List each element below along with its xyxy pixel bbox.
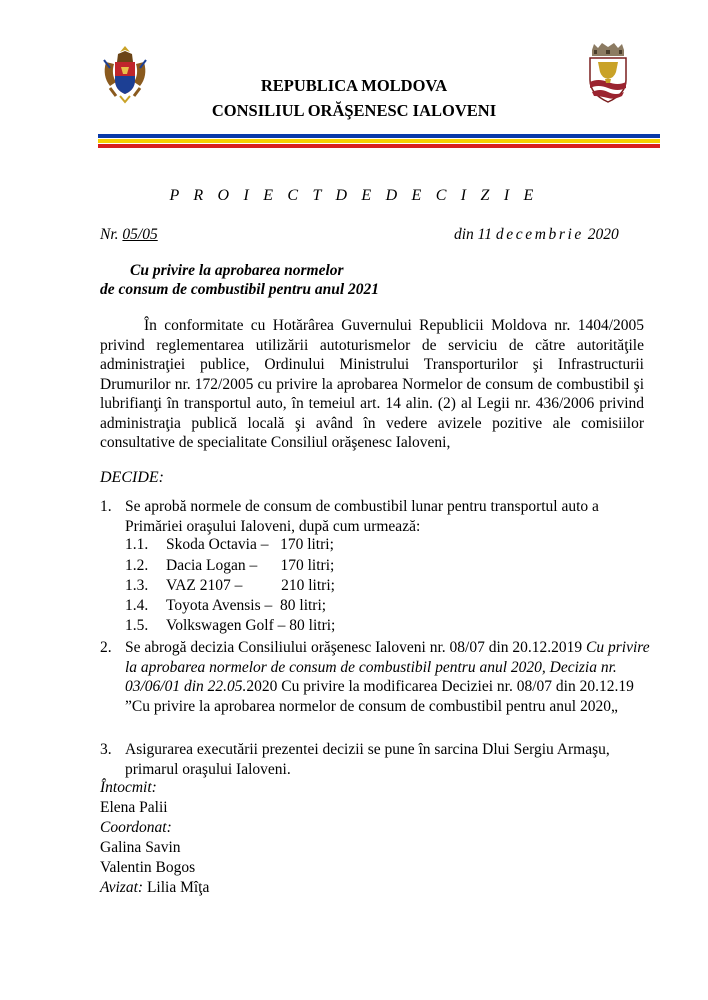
vehicle-norm-3: 1.3. VAZ 2107 – 210 litri; <box>125 577 335 594</box>
decide-heading: DECIDE: <box>100 469 164 486</box>
decision-item-3: 3. Asigurarea executării prezentei decizii se pune în sarcina Dlui Sergiu Armaşu, primarul oraşului Ialoveni. <box>100 741 610 778</box>
intocmit-name: Elena Palii <box>100 799 168 816</box>
avizat-line: Avizat: Lilia Mîţa <box>100 879 210 896</box>
decision-number: Nr. 05/05 <box>100 226 158 243</box>
document-title: P R O I E C T D E D E C I Z I E <box>169 187 539 204</box>
decision-number-value: 05/05 <box>122 226 158 243</box>
header-country: REPUBLICA MOLDOVA <box>260 76 448 95</box>
flag-stripe-blue <box>98 134 660 138</box>
vehicle-norm-2: 1.2. Dacia Logan – 170 litri; <box>125 557 335 574</box>
coordonat-label: Coordonat: <box>100 819 172 836</box>
coordonat-name-2: Valentin Bogos <box>100 859 196 876</box>
decision-subject: Cu privire la aprobarea normelor de consum de combustibil pentru anul 2021 <box>100 262 380 298</box>
flag-stripe-yellow <box>98 139 660 143</box>
flag-stripe-red <box>98 144 660 148</box>
decision-date: din 11 decembrie 2020 <box>454 226 619 243</box>
decision-item-2: 2. Se abrogă decizia Consiliului orăşenesc Ialoveni nr. 08/07 din 20.12.2019 Cu privire la aprobarea normelor de consum de combustibil pentru anul 2020, Decizia nr. 03/06/01 din 22.05.2020 Cu privire la modificarea Deciziei nr. 08/07 din 20.12.19 ”Cu privire la aprobarea normelor de consum de combustibil pentru anul 2020„ <box>100 639 650 715</box>
intocmit-label: Întocmit: <box>100 779 157 796</box>
coordonat-name-1: Galina Savin <box>100 839 181 856</box>
preamble-paragraph: În conformitate cu Hotărârea Guvernului Republicii Moldova nr. 1404/2005 privind reglementarea utilizării autoturismelor de serviciu de către autorităţile administraţiei publice, Ordinului Ministrului Transporturilor şi Infrastructurii Drumurilor nr. 172/2005 cu privire la aprobarea Normelor de consum de combustibil şi lubrifianţi în transportul auto, în temeiul art. 14 alin. (2) al Legii nr. 436/2006 privind administraţia publică locală şi având în vedere avizele pozitive ale comisiilor consultative de specialitate Consiliul orăşenesc Ialoveni, <box>100 317 644 451</box>
vehicle-norm-5: 1.5. Volkswagen Golf – 80 litri; <box>125 617 336 634</box>
vehicle-norm-4: 1.4. Toyota Avensis – 80 litri; <box>125 597 327 614</box>
decision-item-1: 1. Se aprobă normele de consum de combustibil lunar pentru transportul auto a Primăriei oraşului Ialoveni, după cum urmează: <box>100 498 599 535</box>
header-council: CONSILIUL ORĂŞENESC IALOVENI <box>211 101 497 120</box>
vehicle-norm-1: 1.1. Skoda Octavia – 170 litri; <box>125 536 334 553</box>
